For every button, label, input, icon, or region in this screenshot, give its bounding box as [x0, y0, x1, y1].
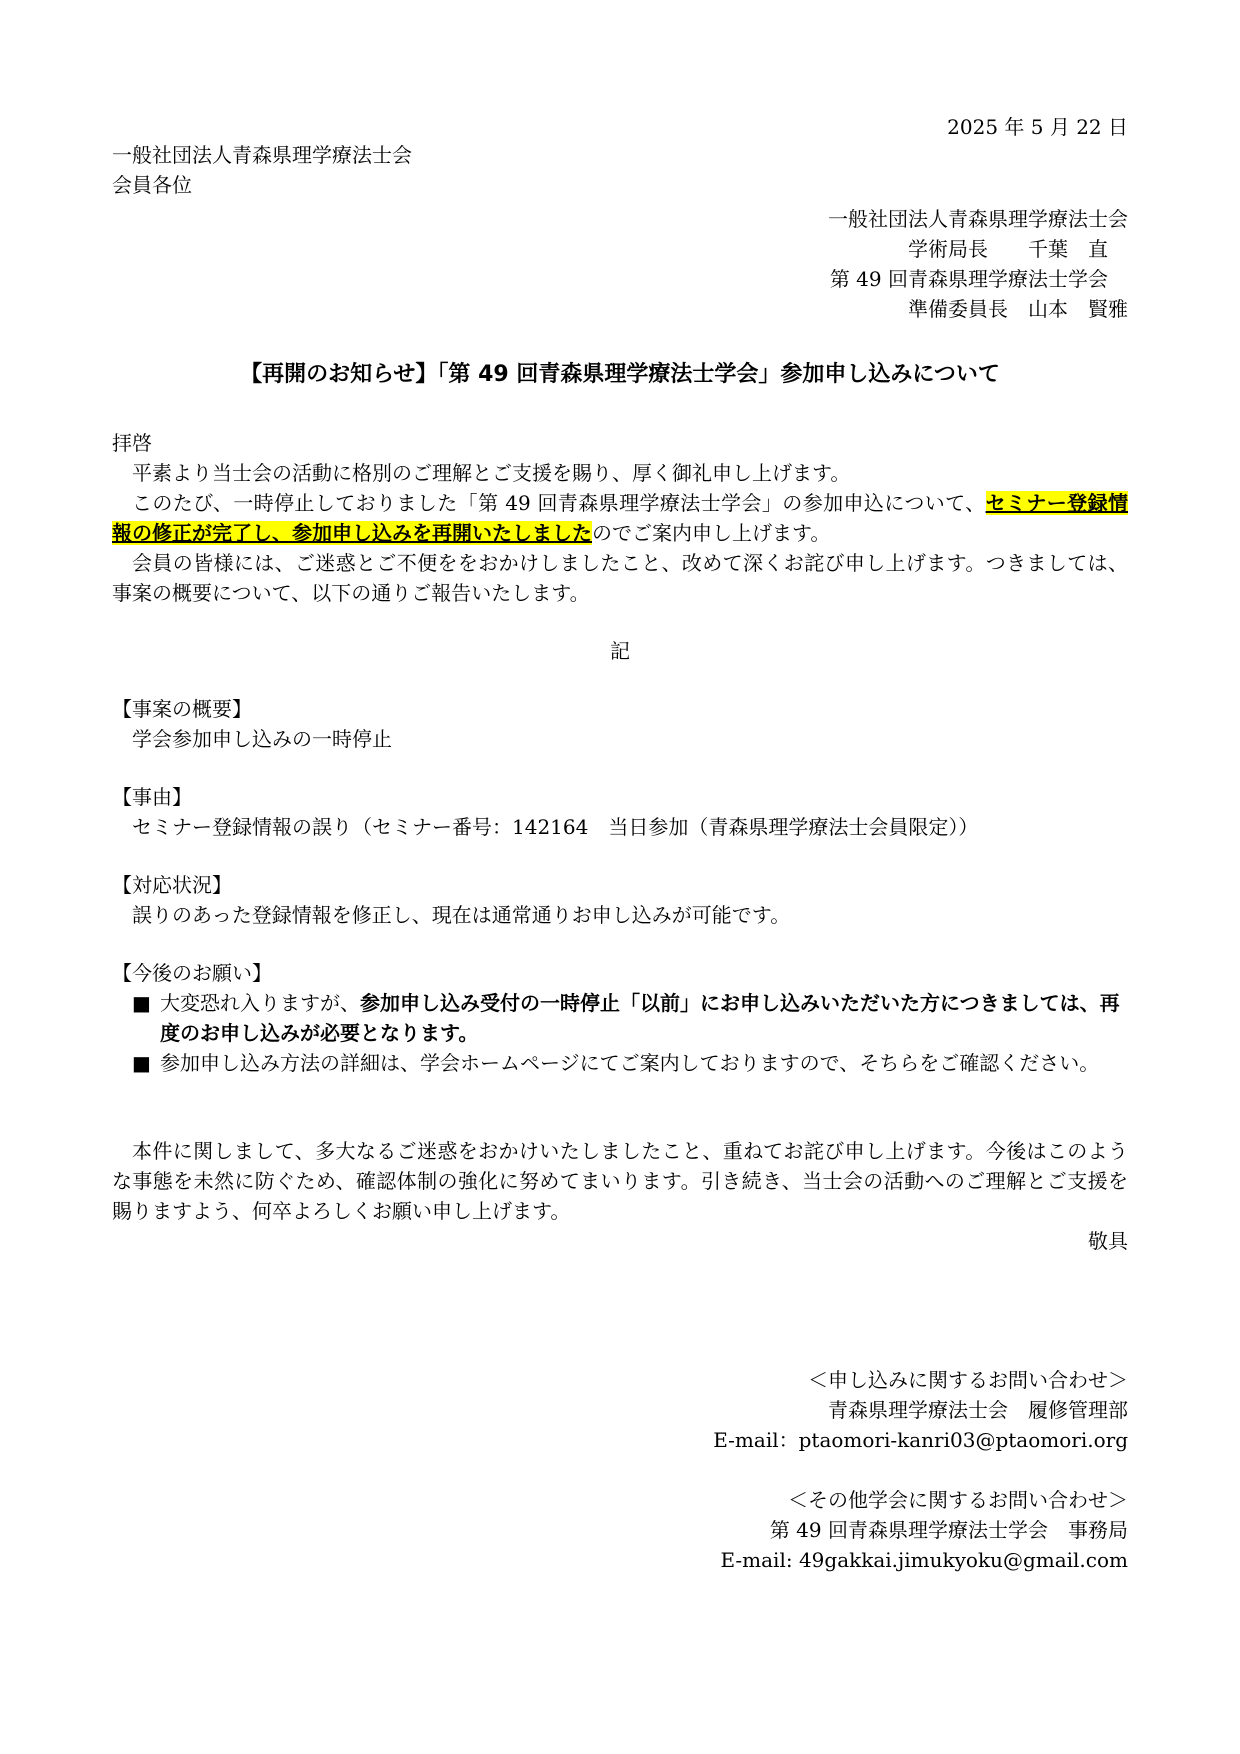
- closing-paragraph: 本件に関しまして、多大なるご迷惑をおかけいたしましたこと、重ねてお詫び申し上げます。今後はこのような事態を未然に防ぐため、確認体制の強化に努めてまいります。引き続き、当士会の活動へのご理解とご支援を賜りますよう、何卒よろしくお願い申し上げます。: [112, 1139, 1128, 1223]
- section-summary-content: 学会参加申し込みの一時停止: [132, 727, 392, 751]
- request-item-1: [112, 988, 1128, 1048]
- request-item-2: [112, 1048, 1128, 1078]
- contact-registration-email[interactable]: E-mail：ptaomori-kanri03@ptaomori.org: [713, 1428, 1128, 1452]
- contact-registration-dept: 青森県理学療法士会 履修管理部: [828, 1398, 1128, 1422]
- contact-registration: [528, 1365, 1128, 1455]
- sender-org: 一般社団法人青森県理学療法士会: [828, 207, 1128, 231]
- section-reason-content: セミナー登録情報の誤り（セミナー番号：142164 当日参加（青森県理学療法士会員限定））: [132, 815, 979, 839]
- recipient-members: 会員各位: [112, 173, 192, 197]
- document-title: 【再開のお知らせ】「第 49 回青森県理学療法士学会」参加申し込みについて: [240, 362, 1000, 387]
- document-date: 2025 年 5 月 22 日: [947, 115, 1128, 139]
- paragraph-2-highlight: セミナー登録情報の修正が完了し、参加申し込みを再開いたしました: [112, 491, 1128, 545]
- recipient-block: [112, 140, 412, 200]
- sender-conference: 第 49 回青森県理学療法士学会: [829, 267, 1108, 291]
- recipient-org: 一般社団法人青森県理学療法士会: [112, 143, 412, 167]
- closing-block: [112, 1136, 1128, 1256]
- request-item-2-text: 参加申し込み方法の詳細は、学会ホームページにてご案内しておりますので、そちらをご確認ください。: [160, 1051, 1100, 1075]
- section-status-content: 誤りのあった登録情報を修正し、現在は通常通りお申し込みが可能です。: [132, 903, 791, 927]
- paragraph-2-tail: のでご案内申し上げます。: [592, 521, 831, 545]
- sender-block: [688, 204, 1128, 324]
- ki-heading: 記: [610, 639, 630, 663]
- contact-other: [528, 1485, 1128, 1575]
- contact-other-heading: ＜その他学会に関するお問い合わせ＞: [788, 1488, 1128, 1512]
- contact-other-email[interactable]: E-mail: 49gakkai.jimukyoku@gmail.com: [720, 1548, 1128, 1572]
- greeting: 拝啓: [112, 431, 152, 455]
- section-status-heading: 【対応状況】: [112, 873, 232, 897]
- contact-registration-heading: ＜申し込みに関するお問い合わせ＞: [808, 1368, 1128, 1392]
- section-reason: [112, 782, 1128, 842]
- letter-body: [112, 428, 1128, 1256]
- paragraph-2: [112, 488, 1128, 548]
- paragraph-1: 平素より当士会の活動に格別のご理解とご支援を賜り、厚く御礼申し上げます。: [132, 461, 851, 485]
- section-status: [112, 870, 1128, 930]
- request-item-1-lead: 大変恐れ入りますが、: [160, 991, 360, 1015]
- request-item-1-bold: 参加申し込み受付の一時停止「以前」にお申し込みいただいた方につきましては、再度のお申し込みが必要となります。: [160, 991, 1120, 1045]
- paragraph-3: 会員の皆様には、ご迷惑とご不便ををおかけしましたこと、改めて深くお詫び申し上げます。つきましては、事案の概要について、以下の通りご報告いたします。: [112, 551, 1128, 605]
- closing-keigu: 敬具: [1088, 1229, 1128, 1253]
- section-reason-heading: 【事由】: [112, 785, 192, 809]
- section-summary-heading: 【事案の概要】: [112, 697, 252, 721]
- sender-role-committee: 準備委員長 山本 賢雅: [908, 297, 1128, 321]
- section-summary: [112, 694, 1128, 754]
- paragraph-2-lead: このたび、一時停止しておりました「第 49 回青森県理学療法士学会」の参加申込について、: [132, 491, 986, 515]
- bullet-square-icon: ■: [132, 991, 151, 1015]
- sender-role-academic: 学術局長 千葉 直: [908, 237, 1108, 261]
- bullet-square-icon: ■: [132, 1051, 151, 1075]
- section-requests: [112, 958, 1128, 1078]
- section-requests-heading: 【今後のお願い】: [112, 961, 272, 985]
- contact-other-dept: 第 49 回青森県理学療法士学会 事務局: [769, 1518, 1128, 1542]
